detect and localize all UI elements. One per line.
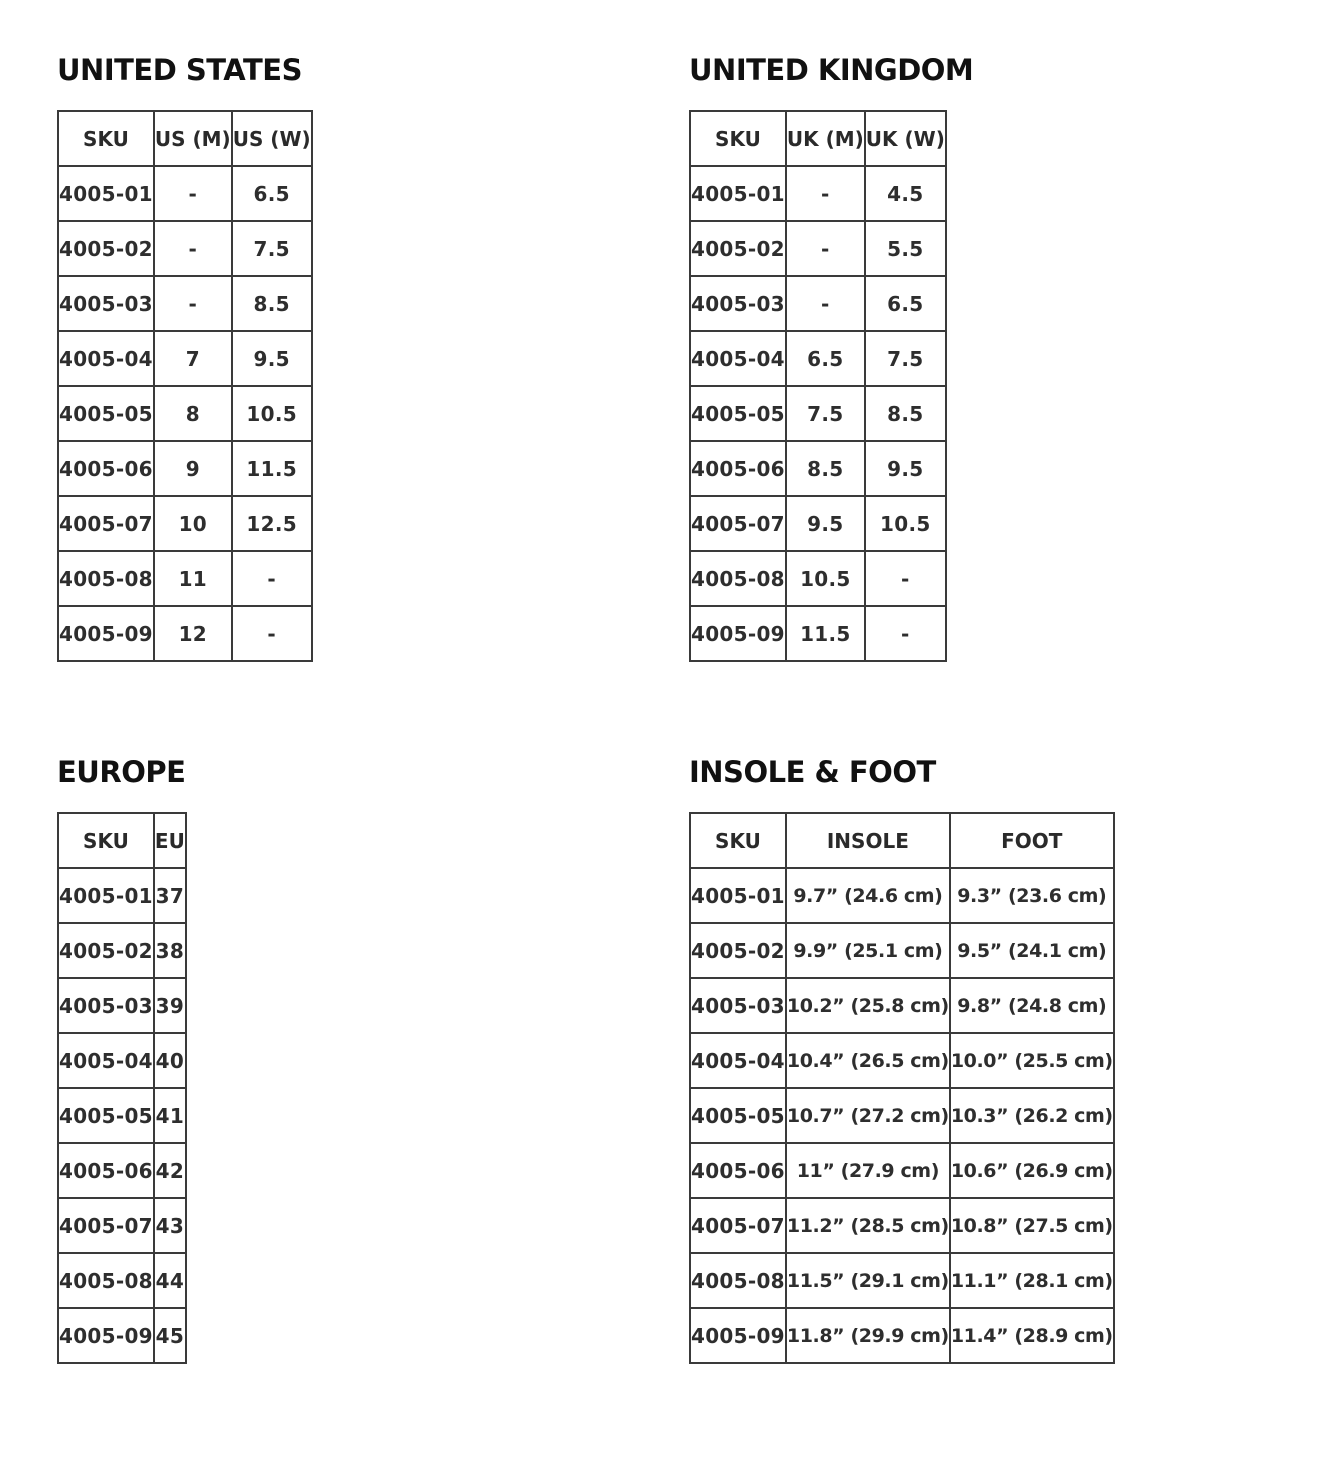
column-header-sku: SKU (58, 813, 154, 868)
table-row (690, 276, 946, 331)
uk-men-cell: 7.5 (786, 386, 865, 441)
sku-cell: 4005-07 (690, 1198, 786, 1253)
table-row (58, 221, 312, 276)
sku-cell: 4005-04 (690, 331, 786, 386)
table-row (58, 1308, 186, 1363)
insole-length-cell: 11.2” (28.5 cm) (786, 1198, 950, 1253)
table-row (58, 1198, 186, 1253)
column-header-uk-men: UK (M) (786, 111, 865, 166)
table-header-row (690, 813, 1114, 868)
sku-cell: 4005-07 (58, 496, 154, 551)
table-row (690, 868, 1114, 923)
uk-men-cell: 6.5 (786, 331, 865, 386)
us-section-title: UNITED STATES (57, 53, 302, 87)
eu-section-title: EUROPE (57, 755, 186, 789)
table-row (58, 1088, 186, 1143)
insole-length-cell: 11.8” (29.9 cm) (786, 1308, 950, 1363)
column-header-us-women: US (W) (232, 111, 312, 166)
table-row (690, 331, 946, 386)
foot-length-cell: 10.6” (26.9 cm) (950, 1143, 1114, 1198)
sku-cell: 4005-06 (58, 441, 154, 496)
uk-men-cell: 10.5 (786, 551, 865, 606)
uk-women-cell: - (865, 606, 946, 661)
us-women-cell: 6.5 (232, 166, 312, 221)
sku-cell: 4005-09 (58, 1308, 154, 1363)
sku-cell: 4005-01 (690, 868, 786, 923)
insole-length-cell: 9.7” (24.6 cm) (786, 868, 950, 923)
table-header-row (58, 813, 186, 868)
foot-length-cell: 10.8” (27.5 cm) (950, 1198, 1114, 1253)
uk-women-cell: 6.5 (865, 276, 946, 331)
insole-length-cell: 11” (27.9 cm) (786, 1143, 950, 1198)
eu-size-cell: 41 (154, 1088, 186, 1143)
table-row (58, 496, 312, 551)
table-row (690, 1143, 1114, 1198)
us-men-cell: 12 (154, 606, 232, 661)
sku-cell: 4005-03 (690, 276, 786, 331)
us-women-cell: 9.5 (232, 331, 312, 386)
eu-size-cell: 37 (154, 868, 186, 923)
uk-men-cell: 11.5 (786, 606, 865, 661)
foot-length-cell: 11.1” (28.1 cm) (950, 1253, 1114, 1308)
eu-size-cell: 40 (154, 1033, 186, 1088)
table-row (690, 1033, 1114, 1088)
us-women-cell: - (232, 551, 312, 606)
sku-cell: 4005-06 (690, 1143, 786, 1198)
table-row (58, 386, 312, 441)
column-header-uk-women: UK (W) (865, 111, 946, 166)
us-men-cell: 11 (154, 551, 232, 606)
column-header-eu: EU (154, 813, 186, 868)
table-row (58, 606, 312, 661)
eu-size-cell: 39 (154, 978, 186, 1033)
sku-cell: 4005-02 (58, 221, 154, 276)
sku-cell: 4005-03 (58, 276, 154, 331)
uk-men-cell: 8.5 (786, 441, 865, 496)
uk-women-cell: 8.5 (865, 386, 946, 441)
insole-length-cell: 10.4” (26.5 cm) (786, 1033, 950, 1088)
eu-size-table (57, 812, 187, 1364)
sku-cell: 4005-08 (690, 1253, 786, 1308)
table-row (58, 978, 186, 1033)
sku-cell: 4005-02 (690, 221, 786, 276)
table-row (58, 331, 312, 386)
foot-length-cell: 9.8” (24.8 cm) (950, 978, 1114, 1033)
table-row (58, 551, 312, 606)
table-row (58, 276, 312, 331)
us-men-cell: 10 (154, 496, 232, 551)
sku-cell: 4005-05 (58, 1088, 154, 1143)
sku-cell: 4005-03 (58, 978, 154, 1033)
column-header-us-men: US (M) (154, 111, 232, 166)
us-women-cell: 11.5 (232, 441, 312, 496)
sku-cell: 4005-05 (690, 386, 786, 441)
table-row (690, 166, 946, 221)
sku-cell: 4005-04 (690, 1033, 786, 1088)
uk-women-cell: 4.5 (865, 166, 946, 221)
foot-length-cell: 10.3” (26.2 cm) (950, 1088, 1114, 1143)
eu-size-cell: 42 (154, 1143, 186, 1198)
column-header-sku: SKU (690, 813, 786, 868)
column-header-foot: FOOT (950, 813, 1114, 868)
insole-length-cell: 10.7” (27.2 cm) (786, 1088, 950, 1143)
sku-cell: 4005-06 (690, 441, 786, 496)
eu-size-cell: 44 (154, 1253, 186, 1308)
insole-foot-section-title: INSOLE & FOOT (689, 755, 936, 789)
us-women-cell: - (232, 606, 312, 661)
insole-length-cell: 10.2” (25.8 cm) (786, 978, 950, 1033)
sku-cell: 4005-04 (58, 1033, 154, 1088)
uk-men-cell: - (786, 166, 865, 221)
us-women-cell: 12.5 (232, 496, 312, 551)
sku-cell: 4005-08 (58, 1253, 154, 1308)
us-men-cell: 7 (154, 331, 232, 386)
table-row (690, 1088, 1114, 1143)
table-row (58, 1143, 186, 1198)
uk-women-cell: - (865, 551, 946, 606)
table-row (690, 978, 1114, 1033)
table-row (690, 441, 946, 496)
table-row (58, 441, 312, 496)
foot-length-cell: 11.4” (28.9 cm) (950, 1308, 1114, 1363)
sku-cell: 4005-01 (58, 166, 154, 221)
foot-length-cell: 10.0” (25.5 cm) (950, 1033, 1114, 1088)
foot-length-cell: 9.5” (24.1 cm) (950, 923, 1114, 978)
us-men-cell: - (154, 221, 232, 276)
sku-cell: 4005-08 (690, 551, 786, 606)
uk-women-cell: 9.5 (865, 441, 946, 496)
sku-cell: 4005-01 (58, 868, 154, 923)
us-men-cell: - (154, 166, 232, 221)
insole-length-cell: 9.9” (25.1 cm) (786, 923, 950, 978)
table-row (690, 496, 946, 551)
sku-cell: 4005-02 (58, 923, 154, 978)
us-men-cell: 9 (154, 441, 232, 496)
uk-women-cell: 5.5 (865, 221, 946, 276)
us-women-cell: 8.5 (232, 276, 312, 331)
table-row (58, 1253, 186, 1308)
table-row (58, 1033, 186, 1088)
sku-cell: 4005-07 (690, 496, 786, 551)
uk-women-cell: 7.5 (865, 331, 946, 386)
uk-size-table (689, 110, 947, 662)
sku-cell: 4005-09 (690, 606, 786, 661)
uk-men-cell: - (786, 276, 865, 331)
table-header-row (58, 111, 312, 166)
table-row (58, 868, 186, 923)
sku-cell: 4005-08 (58, 551, 154, 606)
uk-section-title: UNITED KINGDOM (689, 53, 974, 87)
us-men-cell: - (154, 276, 232, 331)
sku-cell: 4005-03 (690, 978, 786, 1033)
eu-size-cell: 43 (154, 1198, 186, 1253)
table-row (690, 551, 946, 606)
uk-men-cell: 9.5 (786, 496, 865, 551)
insole-length-cell: 11.5” (29.1 cm) (786, 1253, 950, 1308)
sku-cell: 4005-07 (58, 1198, 154, 1253)
us-women-cell: 7.5 (232, 221, 312, 276)
table-row (58, 166, 312, 221)
sku-cell: 4005-09 (58, 606, 154, 661)
table-row (690, 1253, 1114, 1308)
table-row (690, 221, 946, 276)
sku-cell: 4005-05 (58, 386, 154, 441)
table-row (58, 923, 186, 978)
eu-size-cell: 38 (154, 923, 186, 978)
table-row (690, 923, 1114, 978)
sku-cell: 4005-04 (58, 331, 154, 386)
column-header-insole: INSOLE (786, 813, 950, 868)
column-header-sku: SKU (58, 111, 154, 166)
sku-cell: 4005-06 (58, 1143, 154, 1198)
insole-foot-table (689, 812, 1115, 1364)
table-row (690, 1198, 1114, 1253)
us-size-table (57, 110, 313, 662)
foot-length-cell: 9.3” (23.6 cm) (950, 868, 1114, 923)
uk-women-cell: 10.5 (865, 496, 946, 551)
table-header-row (690, 111, 946, 166)
us-men-cell: 8 (154, 386, 232, 441)
us-women-cell: 10.5 (232, 386, 312, 441)
table-row (690, 1308, 1114, 1363)
uk-men-cell: - (786, 221, 865, 276)
eu-size-cell: 45 (154, 1308, 186, 1363)
sku-cell: 4005-05 (690, 1088, 786, 1143)
table-row (690, 606, 946, 661)
sku-cell: 4005-09 (690, 1308, 786, 1363)
sku-cell: 4005-01 (690, 166, 786, 221)
sku-cell: 4005-02 (690, 923, 786, 978)
table-row (690, 386, 946, 441)
column-header-sku: SKU (690, 111, 786, 166)
